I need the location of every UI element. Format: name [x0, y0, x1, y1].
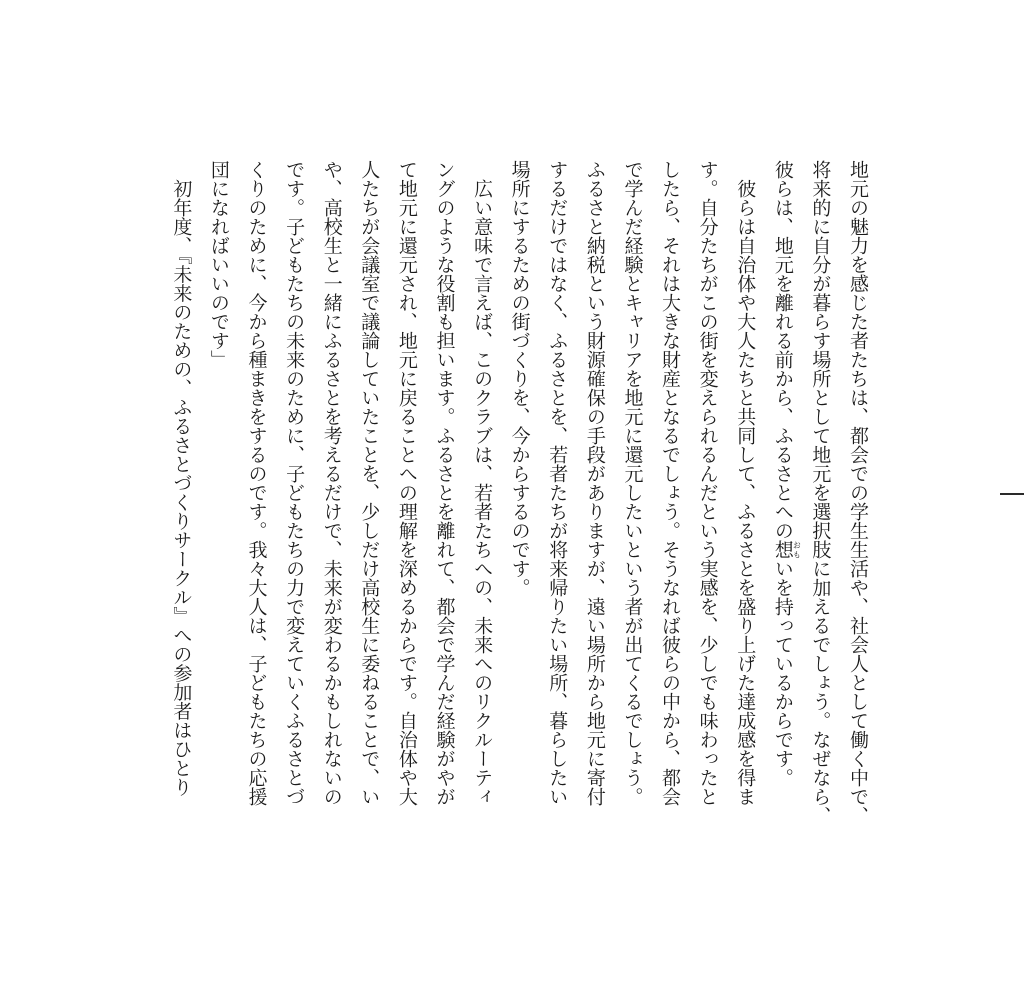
- text-segment: いを持っているからです。: [771, 559, 794, 787]
- text-line: くりのために、今から種まきをするのです。我々大人は、子どもたちの応援: [245, 160, 268, 806]
- text-line: す。自分たちがこの街を変えられるんだという実感を、少しでも味わったと: [696, 160, 719, 806]
- text-line: 人たちが会議室で議論していたことを、少しだけ高校生に委ねることで、い: [358, 160, 381, 806]
- vertical-text-body: [162, 160, 876, 832]
- text-line: 将来的に自分が暮らす場所として地元を選択肢に加えるでしょう。なぜなら、: [809, 160, 832, 825]
- ruby-reading: おも: [792, 540, 802, 559]
- text-line: 団になればいいのです」: [207, 160, 230, 369]
- text-line-paragraph-start: 広い意味で言えば、このクラブは、若者たちへの、未来へのリクルーティ: [471, 179, 494, 806]
- text-line: や、高校生と一緒にふるさとを考えるだけで、未来が変わるかもしれないの: [320, 160, 343, 806]
- text-line: するだけではなく、ふるさとを、若者たちが将来帰りたい場所、暮らしたい: [546, 160, 569, 806]
- text-line-paragraph-start: 初年度、『未来のための、ふるさとづくりサークル』への参加者はひとり: [170, 179, 193, 797]
- text-line: です。子どもたちの未来のために、子どもたちの力で変えていくふるさとづ: [283, 160, 306, 806]
- text-line-with-ruby: [763, 160, 801, 832]
- text-line: で学んだ経験とキャリアを地元に還元したいという者が出てくるでしょう。: [621, 160, 644, 806]
- text-line: ふるさと納税という財源確保の手段がありますが、遠い場所から地元に寄付: [583, 160, 606, 806]
- text-segment: 彼らは、地元を離れる前から、ふるさとへの: [771, 160, 794, 540]
- text-line-paragraph-start: 彼らは自治体や大人たちと共同して、ふるさとを盛り上げた達成感を得ま: [734, 179, 757, 806]
- text-line: て地元に還元され、地元に戻ることへの理解を深めるからです。自治体や大: [395, 160, 418, 806]
- text-line: したら、それは大きな財産となるでしょう。そうなれば彼らの中から、都会: [659, 160, 682, 806]
- ruby-base: 想: [771, 540, 794, 559]
- ruby-annotation: [771, 540, 802, 559]
- text-line: 場所にするための街づくりを、今からするのです。: [508, 160, 531, 597]
- text-line: ングのような役割も担います。ふるさとを離れて、都会で学んだ経験がやが: [433, 160, 456, 806]
- text-line: 地元の魅力を感じた者たちは、都会での学生生活や、社会人として働く中で、: [847, 160, 869, 825]
- page-edge-mark: [1000, 493, 1024, 495]
